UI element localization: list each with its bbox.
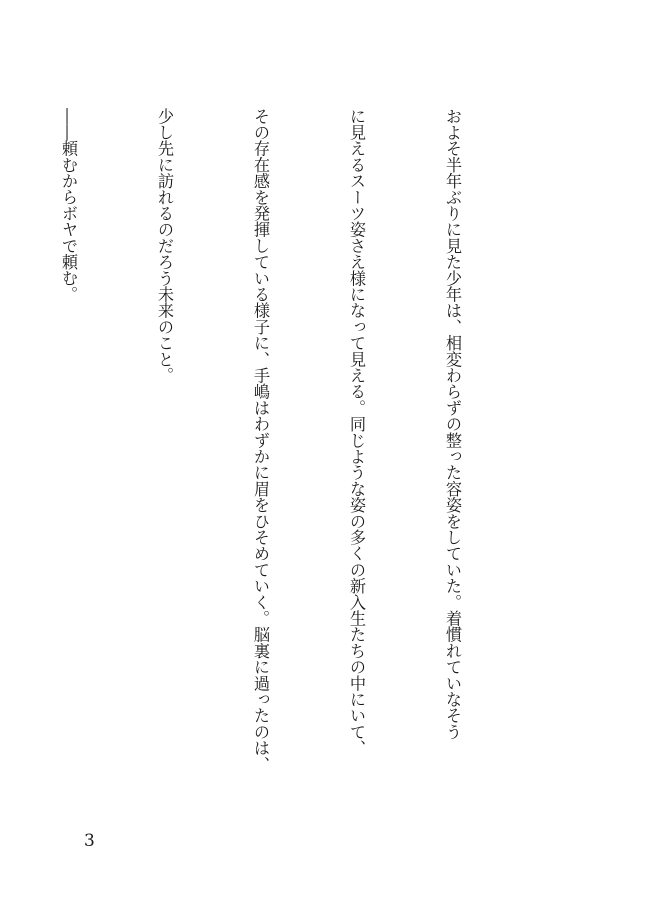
text-line: ――頼むからボヤで頼む。 (59, 108, 78, 303)
text-line: その存在感を発揮している様子に、手嶋はわずかに眉をひそめていく。脳裏に過ったのは、 (251, 108, 270, 773)
text-line: に見えるスーツ姿さえ様になって見える。同じような姿の多くの新入生たちの中にいて、 (347, 108, 366, 756)
vertical-text-body (59, 108, 532, 843)
page-number: 3 (84, 831, 95, 851)
text-line: およそ半年ぶりに見た少年は、相変わらずの整った容姿をしていた。着慣れていなそう (443, 108, 462, 740)
text-line: 少し先に訪れるのだろう未来のこと。 (155, 108, 174, 384)
